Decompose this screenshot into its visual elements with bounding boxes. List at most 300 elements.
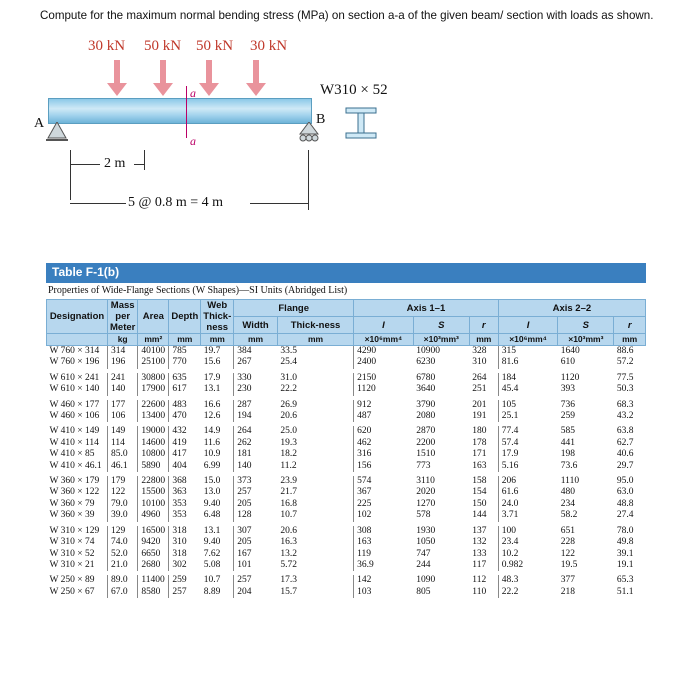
table-cell: 40.6 (616, 449, 634, 460)
table-cell: 106 (108, 411, 138, 422)
table-cell: 363 (169, 487, 201, 498)
data-table (46, 299, 646, 602)
col-mass: Mass per Meter (108, 300, 138, 334)
table-cell: 18.2 (280, 449, 298, 460)
table-cell: 11.2 (280, 460, 297, 471)
table-cell: 316 (354, 449, 414, 460)
col-r-2: r (614, 317, 646, 334)
table-row (47, 476, 646, 487)
table-cell: 43.2 (616, 411, 634, 422)
table-cell: 88.6 (616, 346, 634, 356)
table-cell: 33.5 (280, 346, 298, 356)
table-cell: 101 (234, 560, 278, 571)
load-label-1: 30 kN (88, 38, 126, 54)
table-cell: 432 (169, 426, 201, 437)
table-cell: 89.0 (108, 575, 138, 586)
table-cell: 15500 (138, 487, 169, 498)
table-cell: 441 (560, 437, 576, 448)
table-cell: 191 (472, 411, 487, 422)
table-cell: 10.2 (498, 549, 558, 560)
table-cell: 17900 (138, 384, 169, 395)
load-label-4: 30 kN (250, 38, 288, 54)
table-cell: 773 (416, 460, 431, 471)
table-cell: 13.1 (203, 384, 221, 395)
table-cell: 128 (234, 510, 278, 521)
table-cell: 13.0 (203, 487, 221, 498)
table-cell: 24.0 (498, 499, 558, 510)
table-cell: 21.0 (108, 560, 138, 571)
row-designation: W 760 × 196 (49, 357, 100, 368)
table-cell: 234 (560, 498, 576, 509)
table-row (47, 560, 646, 571)
table-cell: 314 (108, 346, 138, 358)
table-cell: 3.71 (498, 510, 558, 521)
table-cell: 150 (472, 498, 487, 509)
table-cell: 2150 (354, 373, 414, 384)
table-row (47, 426, 646, 437)
table-cell: 180 (472, 426, 487, 437)
row-designation: W 360 × 39 (49, 510, 95, 521)
table-cell: 194 (234, 411, 278, 422)
table-cell: 23.9 (280, 476, 298, 487)
table-cell: 6780 (416, 372, 436, 383)
row-designation: W 410 × 114 (49, 437, 99, 448)
table-cell: 171 (472, 449, 487, 460)
table-cell: 105 (498, 400, 558, 411)
table-cell: 617 (169, 384, 201, 395)
table-cell: 736 (560, 399, 576, 410)
row-designation: W 360 × 179 (49, 476, 100, 487)
table-cell: 11.6 (203, 437, 221, 448)
table-cell: 163 (472, 460, 487, 471)
table-cell: 318 (169, 526, 201, 537)
dim-tick-left (70, 150, 71, 200)
table-cell: 5.72 (280, 559, 298, 570)
table-cell: 30800 (138, 373, 169, 384)
table-cell: 1120 (354, 384, 414, 395)
table-cell: 19.7 (203, 346, 221, 356)
row-designation: W 410 × 85 (49, 449, 95, 460)
table-cell: 50.3 (616, 384, 634, 395)
table-cell: 63.0 (616, 487, 634, 498)
table-cell: 103 (354, 587, 414, 598)
table-cell: 178 (472, 437, 487, 448)
table-row (47, 549, 646, 560)
table-cell: 156 (354, 461, 414, 472)
section-label-bottom: a (190, 134, 196, 148)
support-a-label: A (34, 116, 45, 131)
table-cell: 6.99 (203, 460, 221, 471)
table-cell: 73.6 (560, 460, 578, 471)
table-cell: 610 (560, 357, 576, 368)
table-cell: 1110 (560, 476, 580, 487)
load-arrow-4 (253, 60, 259, 84)
table-cell: 6230 (416, 357, 436, 368)
table-cell: 149 (108, 426, 138, 437)
table-cell: 77.4 (498, 426, 558, 437)
load-arrow-3 (206, 60, 212, 84)
table-cell: 330 (234, 373, 278, 384)
table-cell: 52.0 (108, 549, 138, 560)
table-cell: 14.9 (203, 426, 221, 437)
table-cell: 25.0 (280, 426, 298, 437)
table-row (47, 373, 646, 384)
table-cell: 9.40 (203, 537, 221, 548)
table-cell: 1120 (560, 372, 580, 383)
roller-support-icon (296, 122, 322, 144)
unit-cell: ×10³mm³ (413, 334, 469, 346)
group-axis1: Axis 1–1 (354, 300, 499, 317)
table-cell: 318 (169, 549, 201, 560)
table-cell: 205 (234, 537, 278, 548)
col-designation: Designation (47, 300, 108, 334)
table-row (47, 587, 646, 598)
table-cell: 19.3 (280, 437, 298, 448)
table-cell: 85.0 (108, 449, 138, 460)
table-cell: 308 (354, 526, 414, 537)
table-cell: 68.3 (616, 399, 634, 410)
dim-line-4m-left (70, 203, 126, 204)
table-cell: 9.40 (203, 498, 221, 509)
table-cell: 2200 (416, 437, 436, 448)
table-row (47, 346, 646, 358)
table-row (47, 510, 646, 521)
row-designation: W 310 × 52 (49, 548, 95, 559)
table-cell: 4290 (354, 346, 414, 358)
table-cell: 49.8 (616, 537, 634, 548)
unit-cell: mm (234, 334, 278, 346)
col-r-1: r (469, 317, 498, 334)
table-cell: 65.3 (616, 575, 634, 586)
table-cell: 78.0 (616, 525, 634, 536)
table-cell: 483 (169, 400, 201, 411)
table-cell: 1930 (416, 525, 436, 536)
table-cell: 14600 (138, 438, 169, 449)
col-i-1: I (354, 317, 414, 334)
table-cell: 6.48 (203, 510, 221, 521)
table-cell: 137 (472, 525, 487, 536)
dim-tick-mid (144, 150, 145, 170)
table-cell: 259 (169, 575, 201, 586)
table-cell: 154 (472, 487, 487, 498)
unit-cell: ×10⁶mm⁴ (498, 334, 558, 346)
table-cell: 620 (354, 426, 414, 437)
table-cell: 95.0 (616, 476, 634, 487)
table-cell: 10.7 (280, 510, 298, 521)
table-cell: 574 (354, 476, 414, 487)
col-i-2: I (498, 317, 558, 334)
table-cell: 404 (169, 461, 201, 472)
row-designation: W 310 × 129 (49, 525, 100, 536)
table-cell: 5.16 (498, 461, 558, 472)
table-cell: 2400 (354, 357, 414, 368)
row-designation: W 360 × 79 (49, 498, 95, 509)
table-row (47, 526, 646, 537)
table-cell: 373 (234, 476, 278, 487)
row-designation: W 250 × 67 (49, 586, 95, 597)
table-cell: 179 (108, 476, 138, 487)
table-cell: 8580 (138, 587, 169, 598)
table-cell: 310 (169, 537, 201, 548)
table-cell: 264 (472, 372, 487, 383)
table-cell: 21.7 (280, 487, 298, 498)
table-cell: 15.6 (203, 357, 221, 368)
dim-line-2m-right (134, 164, 144, 165)
load-label-2: 50 kN (144, 38, 182, 54)
table-cell: 122 (560, 548, 576, 559)
table-cell: 770 (169, 357, 201, 368)
table-cell: 5.08 (203, 559, 221, 570)
table-cell: 112 (472, 575, 487, 586)
table-cell: 578 (416, 510, 431, 521)
col-web-thickness: Web Thick-ness (201, 300, 234, 334)
table-cell: 228 (560, 537, 576, 548)
table-cell: 4960 (138, 510, 169, 521)
table-cell: 264 (234, 426, 278, 437)
table-cell: 114 (108, 438, 138, 449)
table-cell: 17.9 (498, 449, 558, 460)
table-cell: 110 (472, 586, 487, 597)
table-cell: 651 (560, 525, 576, 536)
row-designation: W 310 × 21 (49, 559, 95, 570)
table-cell: 585 (560, 426, 576, 437)
unit-cell: mm (469, 334, 498, 346)
table-cell: 353 (169, 499, 201, 510)
table-cell: 129 (108, 526, 138, 537)
table-cell: 257 (234, 487, 278, 498)
support-b-label: B (316, 112, 326, 127)
table-cell: 62.7 (616, 437, 634, 448)
beam (48, 98, 312, 124)
table-cell: 31.0 (280, 372, 298, 383)
table-row (47, 499, 646, 510)
table-cell: 16.6 (203, 399, 221, 410)
table-cell: 45.4 (498, 384, 558, 395)
section-cut-line (186, 86, 187, 138)
table-cell: 39.0 (108, 510, 138, 521)
table-cell: 13.2 (280, 548, 298, 559)
table-cell: 328 (472, 346, 487, 356)
table-cell: 26.9 (280, 399, 298, 410)
question-text: Compute for the maximum normal bending stress (MPa) on section a-a of the given beam/ section with loads as shown. (40, 9, 654, 22)
row-designation: W 410 × 149 (49, 426, 100, 437)
table-cell: 353 (169, 510, 201, 521)
section-name: W310 × 52 (320, 82, 388, 98)
table-title: Table F-1(b) (46, 263, 646, 283)
table-cell: 205 (234, 499, 278, 510)
table-cell: 22600 (138, 400, 169, 411)
group-spacer (47, 598, 646, 602)
table-cell: 20.6 (280, 525, 298, 536)
unit-cell: mm (169, 334, 201, 346)
table-cell: 163 (354, 537, 414, 548)
table-cell: 9420 (138, 537, 169, 548)
table-cell: 384 (234, 346, 278, 358)
unit-cell: kg (108, 334, 138, 346)
table-cell: 177 (108, 400, 138, 411)
table-cell: 0.982 (498, 560, 558, 571)
table-cell: 79.0 (108, 499, 138, 510)
table-row (47, 400, 646, 411)
table-cell: 142 (354, 575, 414, 586)
row-designation: W 760 × 314 (49, 346, 100, 356)
table-row (47, 411, 646, 422)
table-cell: 480 (560, 487, 576, 498)
table-cell: 251 (472, 384, 487, 395)
table-cell: 747 (416, 548, 431, 559)
table-cell: 198 (560, 449, 576, 460)
properties-table (46, 263, 646, 602)
dim-line-4m-right (250, 203, 308, 204)
row-designation: W 610 × 140 (49, 384, 100, 395)
dim-label-4m: 5 @ 0.8 m = 4 m (128, 195, 224, 210)
row-designation: W 460 × 177 (49, 399, 100, 410)
table-cell: 315 (498, 346, 558, 358)
table-cell: 22.2 (498, 587, 558, 598)
dim-tick-right (308, 150, 309, 210)
table-cell: 1640 (560, 346, 580, 356)
table-cell: 262 (234, 438, 278, 449)
group-flange: Flange (234, 300, 354, 317)
table-cell: 133 (472, 548, 487, 559)
table-cell: 367 (354, 487, 414, 498)
table-cell: 74.0 (108, 537, 138, 548)
table-cell: 204 (234, 587, 278, 598)
table-cell: 48.8 (616, 498, 634, 509)
table-cell: 307 (234, 526, 278, 537)
table-cell: 15.7 (280, 586, 298, 597)
table-row (47, 487, 646, 498)
table-cell: 5890 (138, 461, 169, 472)
table-cell: 48.3 (498, 575, 558, 586)
table-cell: 196 (108, 357, 138, 368)
table-cell: 487 (354, 411, 414, 422)
table-cell: 16.3 (280, 537, 298, 548)
table-cell: 119 (354, 549, 414, 560)
table-cell: 7.62 (203, 548, 221, 559)
load-label-3: 50 kN (196, 38, 234, 54)
unit-cell: ×10⁶mm⁴ (354, 334, 414, 346)
table-cell: 77.5 (616, 372, 634, 383)
table-cell: 230 (234, 384, 278, 395)
table-cell: 10900 (416, 346, 440, 356)
table-cell: 184 (498, 373, 558, 384)
table-cell: 10100 (138, 499, 169, 510)
table-cell: 1270 (416, 498, 436, 509)
table-cell: 16500 (138, 526, 169, 537)
table-cell: 27.4 (616, 510, 634, 521)
table-cell: 20.6 (280, 411, 298, 422)
table-cell: 15.0 (203, 476, 221, 487)
table-row (47, 357, 646, 368)
load-arrow-2 (160, 60, 166, 84)
table-cell: 40100 (138, 346, 169, 358)
unit-cell: ×10³mm³ (558, 334, 614, 346)
unit-cell: mm² (138, 334, 169, 346)
table-cell: 132 (472, 537, 487, 548)
col-flange-thickness: Thick-ness (277, 317, 353, 334)
table-cell: 3640 (416, 384, 436, 395)
table-cell: 22.2 (280, 384, 298, 395)
row-designation: W 310 × 74 (49, 537, 95, 548)
table-cell: 225 (354, 499, 414, 510)
table-cell: 6650 (138, 549, 169, 560)
table-cell: 117 (472, 559, 487, 570)
table-cell: 29.7 (616, 460, 634, 471)
w-section-icon (344, 106, 378, 140)
table-cell: 470 (169, 411, 201, 422)
table-cell: 58.2 (560, 510, 578, 521)
table-cell: 2870 (416, 426, 436, 437)
table-cell: 23.4 (498, 537, 558, 548)
table-cell: 377 (560, 575, 576, 586)
unit-cell (47, 334, 108, 346)
table-subtitle: Properties of Wide-Flange Sections (W Shapes)—SI Units (Abridged List) (48, 285, 348, 296)
table-cell: 181 (234, 449, 278, 460)
table-row (47, 575, 646, 586)
row-designation: W 360 × 122 (49, 487, 100, 498)
table-row (47, 449, 646, 460)
table-cell: 25100 (138, 357, 169, 368)
section-label-top: a (190, 86, 196, 100)
table-cell: 10.9 (203, 449, 221, 460)
table-cell: 419 (169, 438, 201, 449)
table-cell: 140 (108, 384, 138, 395)
col-depth: Depth (169, 300, 201, 334)
table-cell: 25.1 (498, 411, 558, 422)
table-cell: 67.0 (108, 587, 138, 598)
table-cell: 3790 (416, 399, 436, 410)
table-cell: 25.4 (280, 357, 298, 368)
table-cell: 3110 (416, 476, 435, 487)
table-cell: 462 (354, 438, 414, 449)
table-cell: 10800 (138, 449, 169, 460)
table-row (47, 537, 646, 548)
table-cell: 19000 (138, 426, 169, 437)
table-cell: 244 (416, 559, 431, 570)
table-cell: 158 (472, 476, 487, 487)
table-cell: 635 (169, 373, 201, 384)
table-cell: 1090 (416, 575, 436, 586)
table-cell: 57.4 (498, 438, 558, 449)
table-cell: 122 (108, 487, 138, 498)
row-designation: W 610 × 241 (49, 372, 100, 383)
table-cell: 16.8 (280, 498, 298, 509)
table-cell: 61.6 (498, 487, 558, 498)
table-cell: 241 (108, 373, 138, 384)
table-cell: 57.2 (616, 357, 634, 368)
table-cell: 785 (169, 346, 201, 358)
table-cell: 12.6 (203, 411, 221, 422)
table-cell: 417 (169, 449, 201, 460)
table-cell: 10.7 (203, 575, 221, 586)
dim-line-2m-left (70, 164, 100, 165)
table-cell: 267 (234, 357, 278, 368)
table-cell: 63.8 (616, 426, 634, 437)
table-cell: 13.1 (203, 525, 221, 536)
row-designation: W 250 × 89 (49, 575, 95, 586)
table-cell: 51.1 (616, 586, 634, 597)
load-arrow-1 (114, 60, 120, 84)
table-cell: 310 (472, 357, 487, 368)
table-cell: 13400 (138, 411, 169, 422)
col-s-1: S (413, 317, 469, 334)
col-s-2: S (558, 317, 614, 334)
table-cell: 206 (498, 476, 558, 487)
unit-cell: mm (277, 334, 353, 346)
table-cell: 81.6 (498, 357, 558, 368)
table-cell: 100 (498, 526, 558, 537)
